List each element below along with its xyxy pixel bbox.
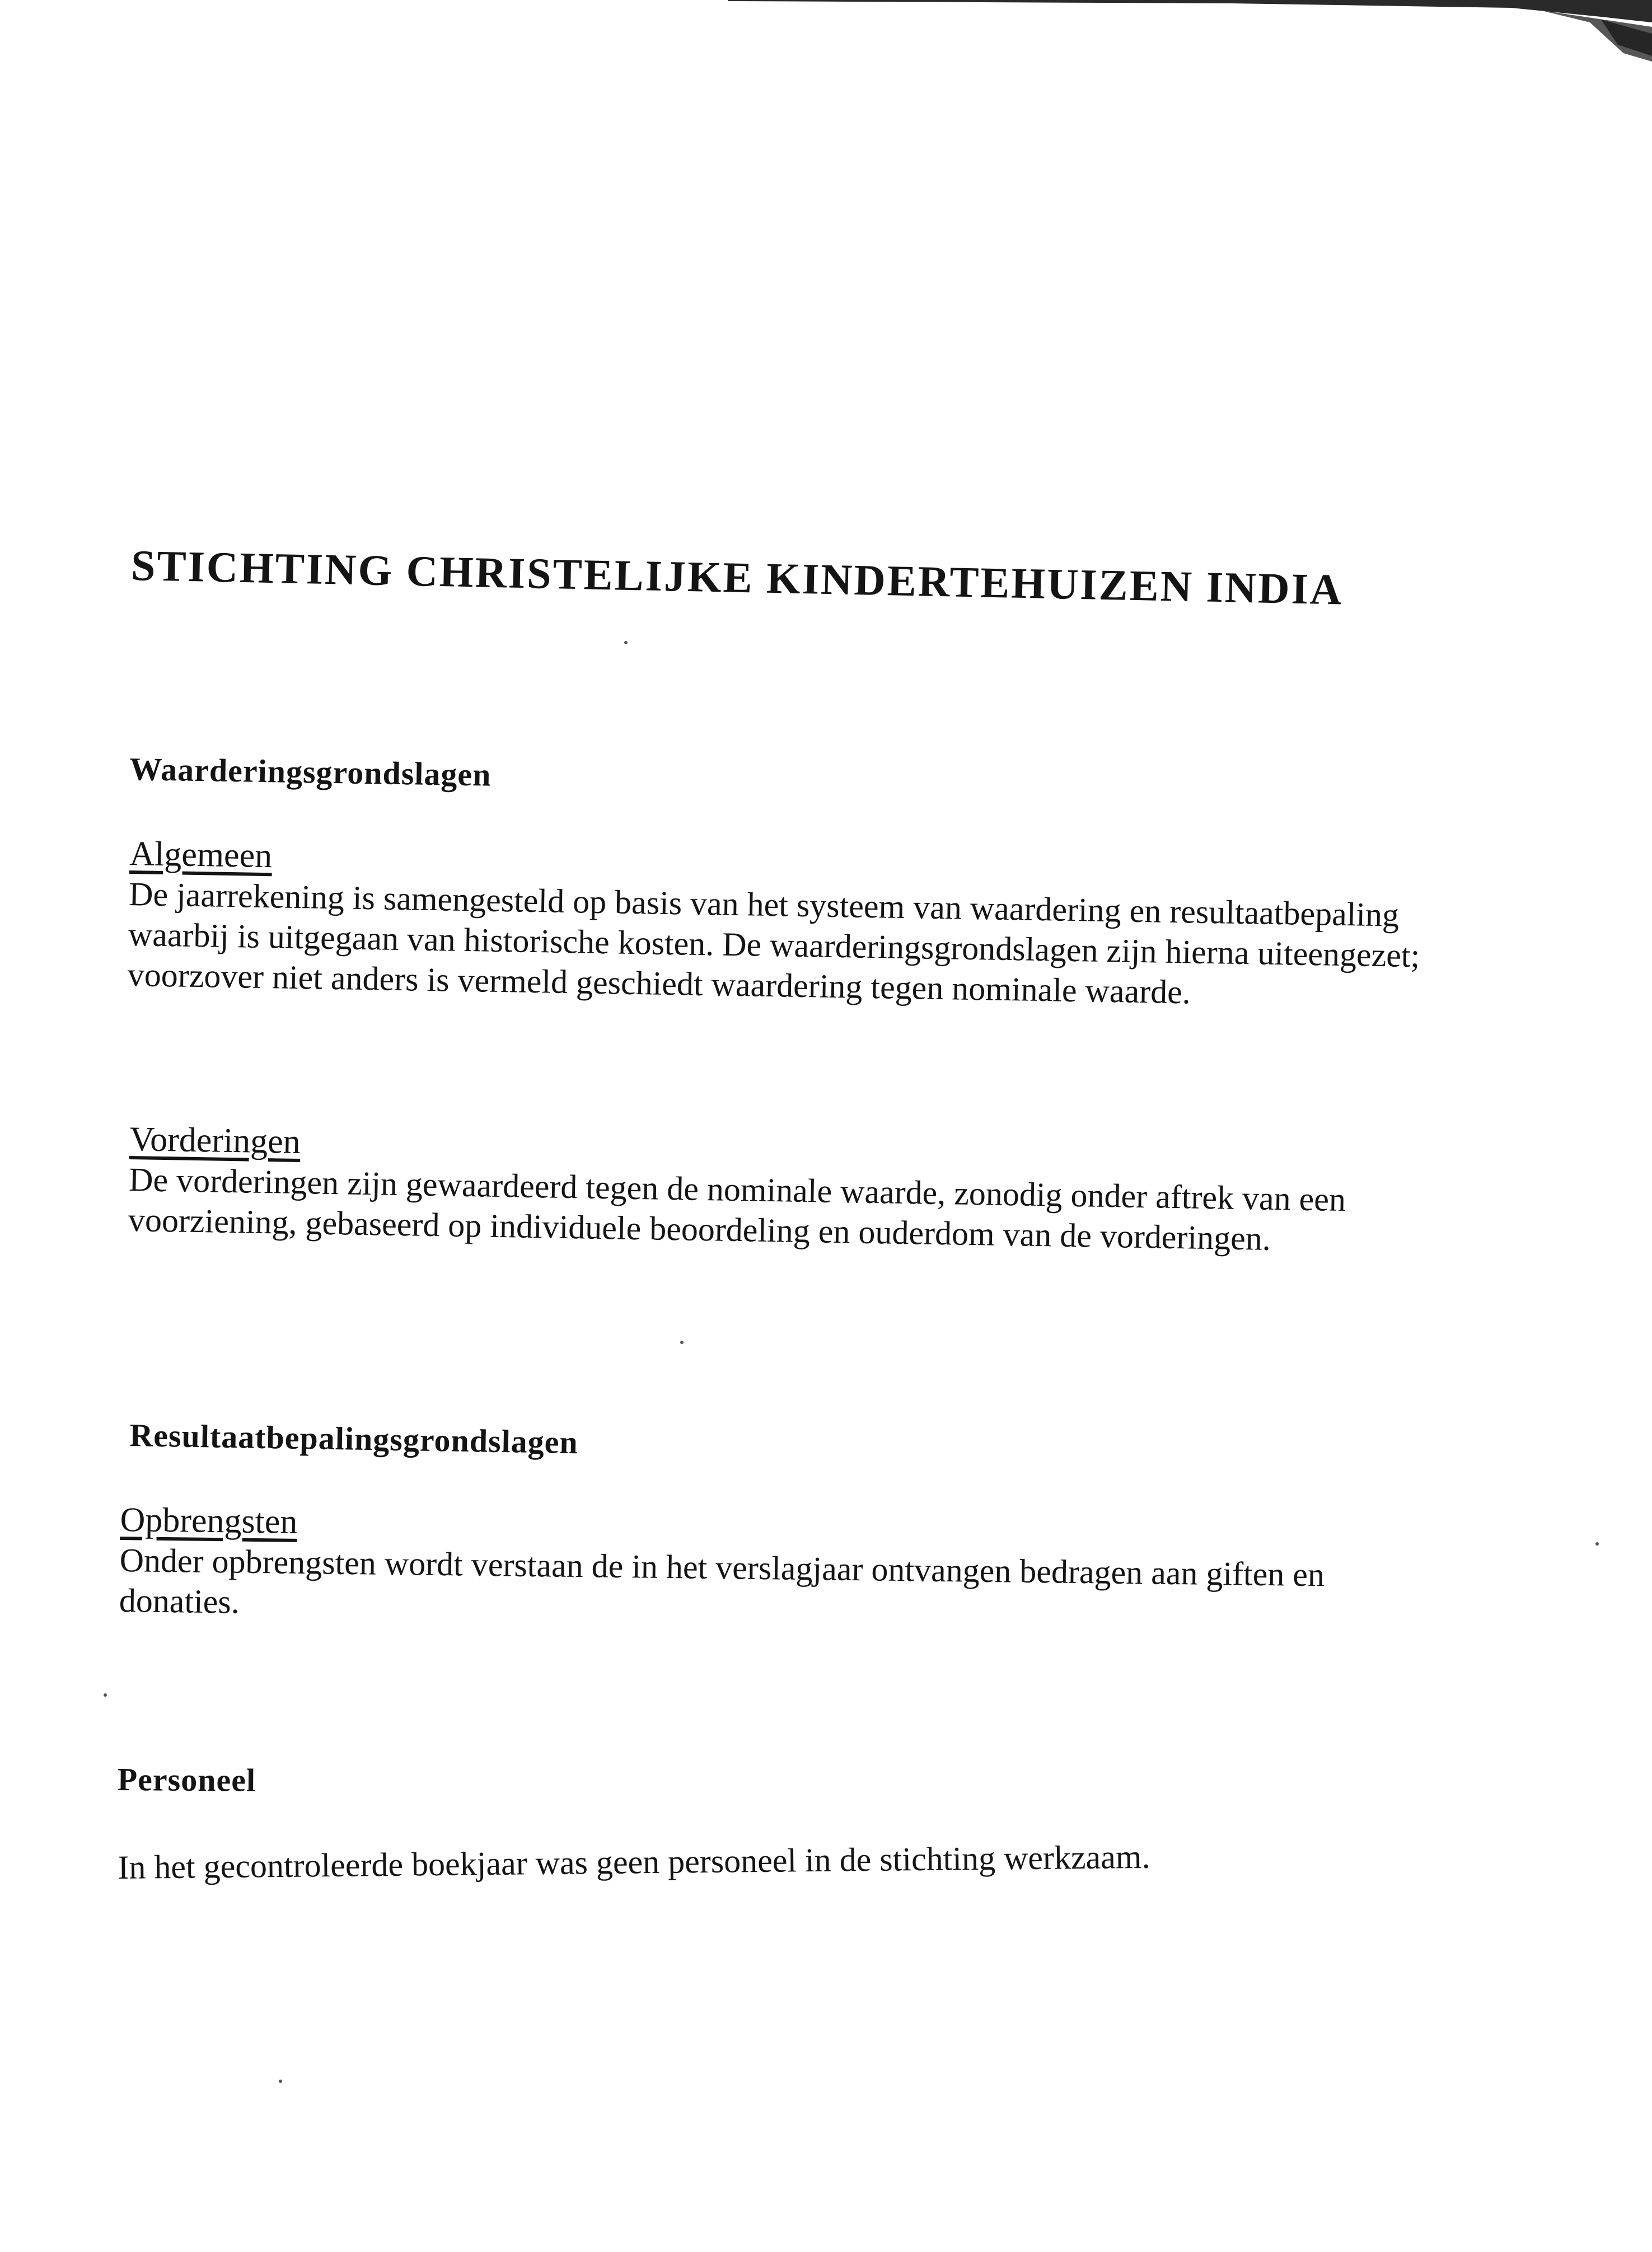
paragraph-opbrengsten: Onder opbrengsten wordt verstaan de in het verslagjaar ontvangen bedragen aan giften en donaties.: [119, 1541, 1325, 1621]
scan-speck: [624, 641, 628, 644]
scan-speck: [279, 2080, 282, 2083]
subsection-opbrengsten: [119, 1500, 1475, 1637]
subsection-heading: Opbrengsten: [120, 1501, 298, 1541]
section-heading: Resultaatbepalingsgrondslagen: [129, 1416, 579, 1461]
subsection-personeel-text: [118, 1837, 1150, 1888]
subsection-heading: Vorderingen: [129, 1120, 301, 1162]
paragraph-personeel: In het gecontroleerde boekjaar was geen personeel in de stichting werkzaam.: [118, 1838, 1150, 1886]
paragraph-vorderingen: De vorderingen zijn gewaardeerd tegen de nominale waarde, zonodig onder aftrek van een voorziening, gebaseerd op individuele beoordeling en ouderdom van de vorderingen.: [128, 1160, 1346, 1257]
document-title: STICHTING CHRISTELIJKE KINDERTEHUIZEN INDIA: [130, 540, 1344, 614]
paragraph-algemeen: De jaarrekening is samengesteld op basis van het systeem van waardering en resultaatbepaling waarbij is uitgegaan van historische kosten. De waarderingsgrondslagen zijn hierna uiteengezet; voorzover niet anders is vermeld geschiedt waardering tegen nominale waarde.: [127, 875, 1420, 1011]
section-heading: Personeel: [117, 1761, 256, 1799]
scan-speck: [104, 1693, 107, 1697]
subsection-algemeen: [127, 834, 1484, 1017]
section-resultaatbepalingsgrondslagen: [129, 1416, 1485, 1476]
subsection-heading: Algemeen: [129, 834, 273, 875]
section-personeel: [118, 1761, 1472, 1808]
section-heading: Waarderingsgrondslagen: [129, 750, 492, 793]
subsection-vorderingen: [128, 1120, 1484, 1262]
scan-speck: [680, 1341, 684, 1344]
scan-speck: [1595, 1542, 1599, 1546]
